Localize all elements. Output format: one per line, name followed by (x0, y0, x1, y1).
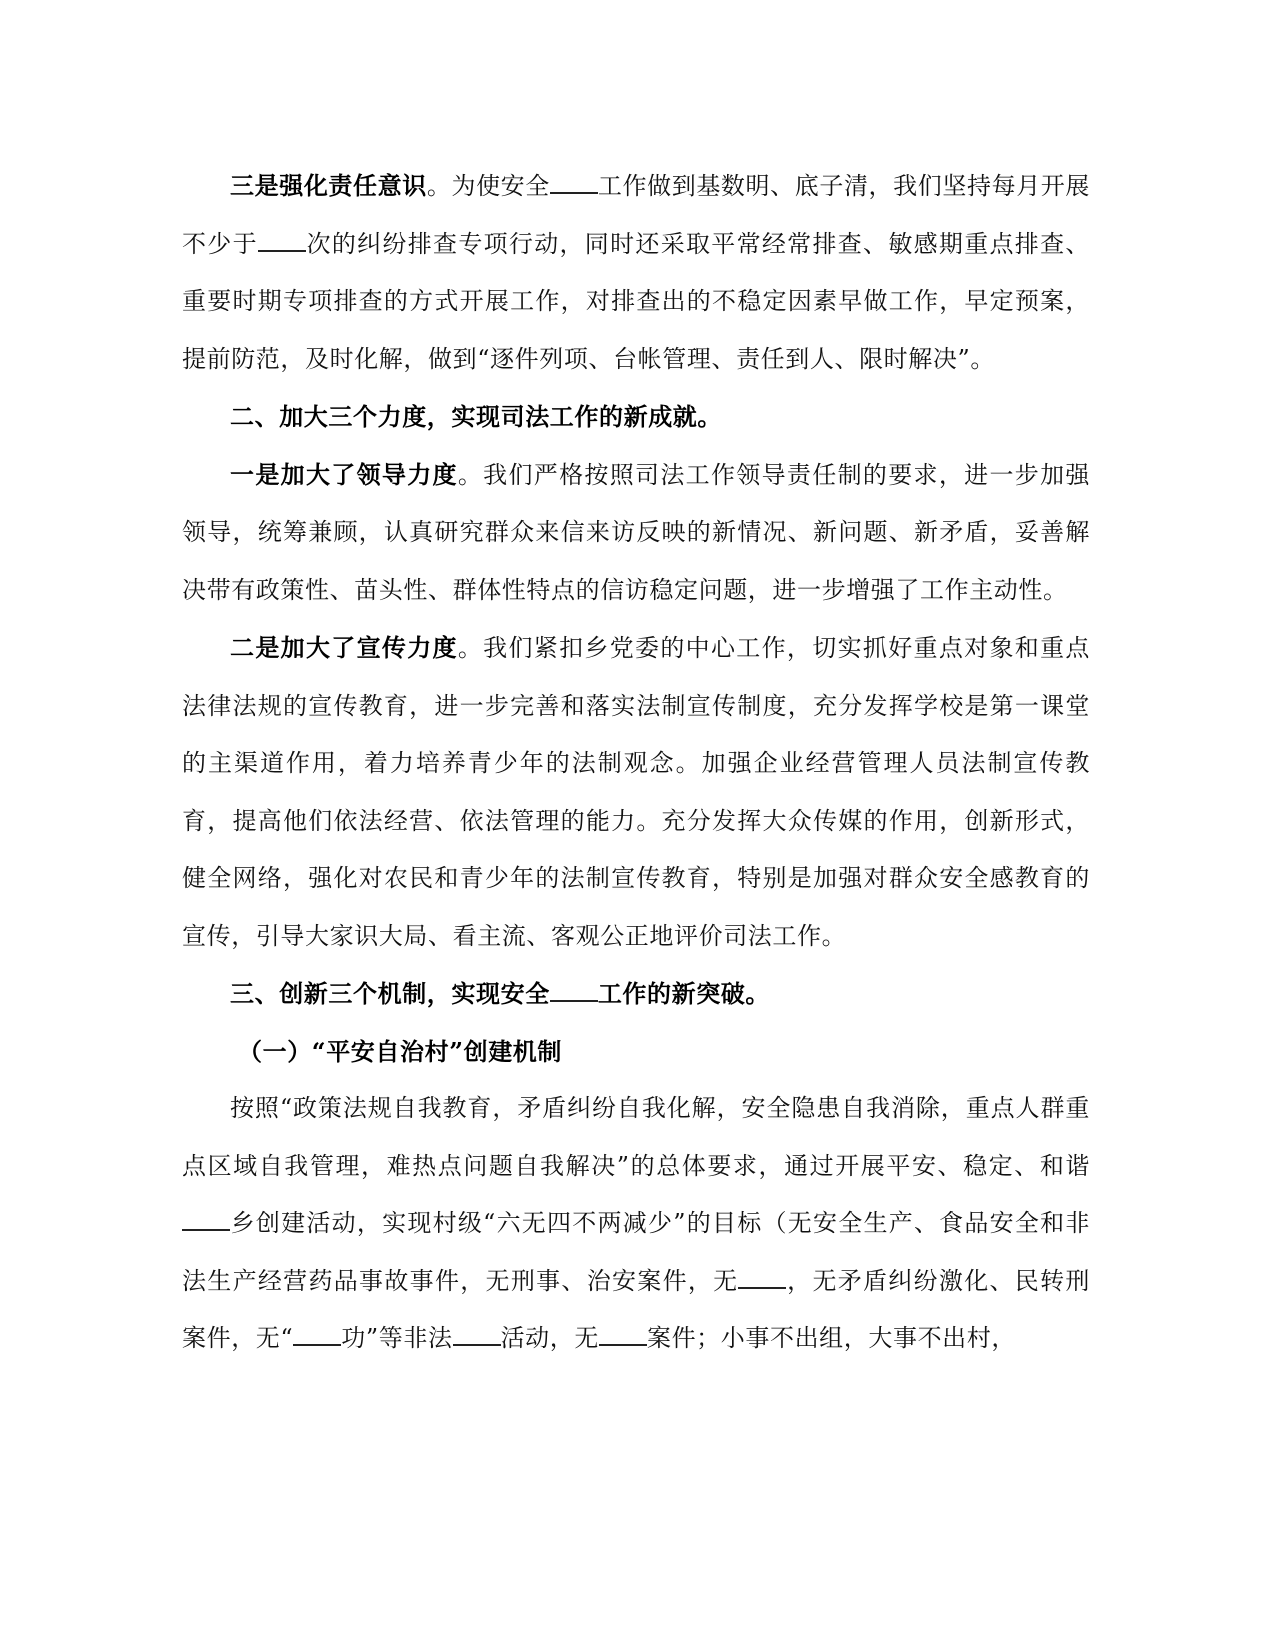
fill-blank (599, 1326, 647, 1346)
heading-text: 三、创新三个机制，实现安全 (230, 979, 550, 1008)
fill-blank (550, 982, 598, 1002)
paragraph-safe-village (182, 1080, 1090, 1368)
paragraph-text: 乡创建活动，实现村级“六无四不两减少”的目标（无安全生产、食品安全和非法生产经营药品事故事件，无刑事、治安案件，无 (182, 1209, 1090, 1295)
paragraph-responsibility (182, 157, 1090, 388)
paragraph-lead: 一是加大了领导力度 (230, 459, 458, 489)
paragraph-text: 。我们紧扣乡党委的中心工作，切实抓好重点对象和重点法律法规的宣传教育，进一步完善和落实法制宣传制度，充分发挥学校是第一课堂的主渠道作用，着力培养青少年的法制观念。加强企业经营管理人员法制宣传教育，提高他们依法经营、依法管理的能力。充分发挥大众传媒的作用，创新形式，健全网络，强化对农民和青少年的法制宣传教育，特别是加强对群众安全感教育的宣传，引导大家识大局、看主流、客观公正地评价司法工作。 (182, 634, 1091, 950)
paragraph-text: 功”等非法 (341, 1324, 453, 1352)
subsection-heading: （一）“平安自治村”创建机制 (238, 1036, 563, 1066)
paragraph-text: 次的纠纷排查专项行动，同时还采取平常经常排查、敏感期重点排查、重要时期专项排查的方式开展工作，对排查出的不稳定因素早做工作，早定预案，提前防范，及时化解，做到“逐件列项、台帐管理、责任到人、限时解决”。 (182, 229, 1090, 373)
paragraph-text: 按照“政策法规自我教育，矛盾纠纷自我化解，安全隐患自我消除，重点人群重点区域自我管理，难热点问题自我解决”的总体要求，通过开展平安、稳定、和谐 (182, 1094, 1090, 1180)
heading-text: 工作的新突破。 (597, 979, 771, 1008)
fill-blank (453, 1326, 501, 1346)
paragraph-text: 。为使安全 (426, 172, 550, 200)
document-page (182, 157, 1090, 1368)
fill-blank (293, 1326, 341, 1346)
paragraph-text: ，无矛盾纠纷激化、民转刑案件，无“ (182, 1266, 1090, 1352)
section-heading-2: 二、加大三个力度，实现司法工作的新成就。 (230, 402, 722, 431)
fill-blank (738, 1269, 786, 1289)
paragraph-text: 工作做到基数明、底子清，我们坚持每月开展不少于 (182, 172, 1091, 258)
section-heading-3 (182, 965, 1090, 1023)
paragraph-text: 活动，无 (500, 1324, 599, 1352)
paragraph-lead: 二是加大了宣传力度 (230, 633, 458, 662)
paragraph-text: 。我们严格按照司法工作领导责任制的要求，进一步加强领导，统筹兼顾，认真研究群众来信来访反映的新情况、新问题、新矛盾，妥善解决带有政策性、苗头性、群体性特点的信访稳定问题，进一步增强了工作主动性。 (182, 460, 1091, 604)
paragraph-leadership (182, 446, 1090, 620)
fill-blank (258, 232, 306, 252)
paragraph-publicity (182, 619, 1090, 965)
paragraph-lead: 三是强化责任意识 (230, 171, 427, 200)
paragraph-text: 案件；小事不出组，大事不出村， (646, 1324, 1016, 1352)
fill-blank (550, 174, 598, 194)
fill-blank (182, 1211, 230, 1231)
